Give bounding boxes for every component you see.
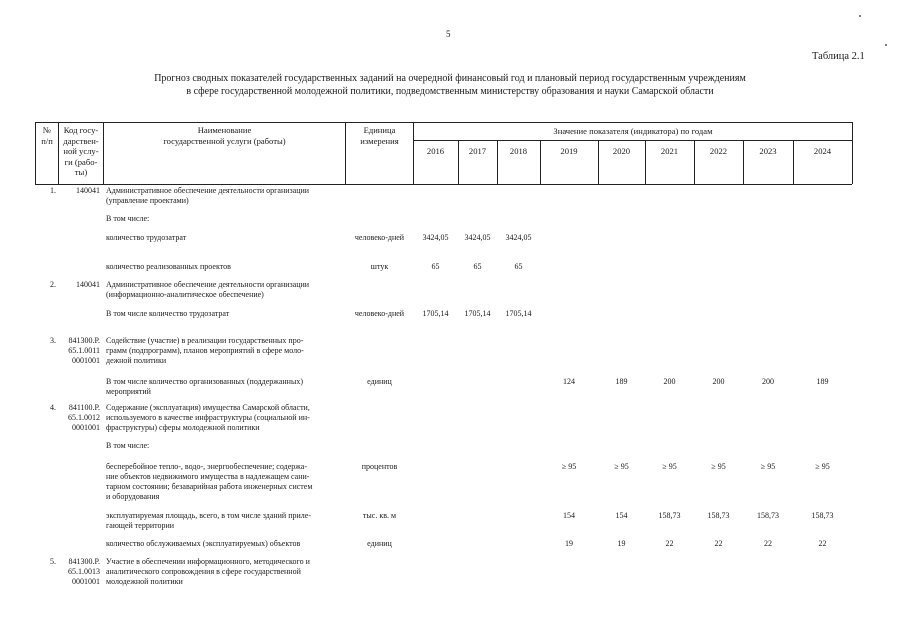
row-number: 1. xyxy=(50,186,56,195)
year-header-2024: 2024 xyxy=(813,146,832,156)
table-top-border xyxy=(35,122,852,123)
row-value-2019: 124 xyxy=(563,377,575,386)
row-number: 5. xyxy=(50,557,56,566)
row-name: Административное обеспечение деятельности организации (управление проектами) xyxy=(106,186,312,205)
year-header-2016: 2016 xyxy=(426,146,445,156)
year-header-2022: 2022 xyxy=(709,146,728,156)
row-value-2020: 154 xyxy=(615,511,628,520)
table-number: Таблица 2.1 xyxy=(812,51,865,62)
row-value-2020: 19 xyxy=(617,539,626,548)
row-name: В том числе количество трудозатрат xyxy=(106,309,230,318)
row-value-2022: ≥ 95 xyxy=(711,462,726,471)
header-unit: Единица измерения xyxy=(360,125,399,146)
row-value-2022: 22 xyxy=(714,539,723,548)
row-value-2024: 189 xyxy=(816,377,829,386)
row-code: 841300.Р. 65.1.0011 0001001 xyxy=(68,336,100,365)
row-value-2021: 22 xyxy=(665,539,674,548)
row-code: 841100.Р. 65.1.0012 0001001 xyxy=(68,403,100,432)
title-line-2: в сфере государственной молодежной политики, подведомственным министерству образования и науки Самарской области xyxy=(186,86,714,97)
year-header-2020: 2020 xyxy=(612,146,631,156)
row-value-2017: 65 xyxy=(473,262,482,271)
row-value-2021: 158,73 xyxy=(658,511,681,520)
row-unit: единиц xyxy=(367,539,392,548)
row-name: В том числе: xyxy=(106,441,150,450)
year-header-2021: 2021 xyxy=(660,146,679,156)
title-line-1: Прогноз сводных показателей государственных заданий на очередной финансовый год и плановый период государственным учреждениям xyxy=(154,73,746,84)
row-unit: человеко-дней xyxy=(354,233,405,242)
row-name: В том числе количество организованных (поддержанных) мероприятий xyxy=(106,377,303,396)
row-unit: человеко-дней xyxy=(354,309,405,318)
row-code: 140041 xyxy=(76,280,100,289)
year-header-2019: 2019 xyxy=(560,146,578,156)
document-title xyxy=(110,72,790,98)
header-bottom-border xyxy=(35,184,852,185)
row-unit: единиц xyxy=(367,377,392,386)
row-value-2024: 22 xyxy=(818,539,827,548)
row-name: Участие в обеспечении информационного, методического и аналитического сопровождения в сфере государственной молодежной политики xyxy=(106,557,310,586)
row-name: Административное обеспечение деятельности организации (информационно-аналитическое обеспечение) xyxy=(106,280,312,299)
row-code: 841300.Р. 65.1.0013 0001001 xyxy=(68,557,100,586)
row-value-2020: 189 xyxy=(615,377,628,386)
row-value-2019: ≥ 95 xyxy=(561,462,577,471)
row-value-2021: 200 xyxy=(663,377,676,386)
scan-dot xyxy=(859,15,861,17)
row-number: 3. xyxy=(50,336,56,345)
row-value-2022: 158,73 xyxy=(707,511,730,520)
row-value-2019: 154 xyxy=(563,511,575,520)
row-value-2024: ≥ 95 xyxy=(815,462,830,471)
row-value-2022: 200 xyxy=(712,377,725,386)
header-values: Значение показателя (индикатора) по годам xyxy=(553,126,713,136)
page-number: 5 xyxy=(446,29,451,39)
row-unit: штук xyxy=(370,262,389,271)
years-header-divider xyxy=(413,140,852,141)
row-value-2023: 158,73 xyxy=(757,511,779,520)
header-num: № п/п xyxy=(41,125,53,146)
row-value-2016: 65 xyxy=(431,262,440,271)
row-number: 2. xyxy=(50,280,56,289)
row-name: количество трудозатрат xyxy=(106,233,187,242)
row-value-2016: 3424,05 xyxy=(422,233,449,242)
row-value-2018: 3424,05 xyxy=(505,233,532,242)
row-name: количество обслуживаемых (эксплуатируемых) объектов xyxy=(106,539,301,548)
row-value-2023: 200 xyxy=(762,377,774,386)
header-name: Наименование государственной услуги (работы) xyxy=(163,125,286,146)
header-code: Код госу- дарствен- ной услу- ги (рабо- ты) xyxy=(63,125,99,177)
row-value-2023: ≥ 95 xyxy=(760,462,776,471)
row-name: эксплуатируемая площадь, всего, в том числе зданий приле- гающей территории xyxy=(106,511,311,530)
row-unit: тыс. кв. м xyxy=(362,511,397,520)
row-value-2020: ≥ 95 xyxy=(614,462,629,471)
year-header-2023: 2023 xyxy=(759,146,777,156)
row-value-2016: 1705,14 xyxy=(422,309,449,318)
row-value-2018: 65 xyxy=(514,262,523,271)
row-value-2017: 1705,14 xyxy=(464,309,491,318)
row-value-2018: 1705,14 xyxy=(505,309,532,318)
row-value-2024: 158,73 xyxy=(811,511,834,520)
row-number: 4. xyxy=(50,403,56,412)
row-value-2023: 22 xyxy=(764,539,772,548)
row-name: Содержание (эксплуатация) имущества Самарской области, используемого в качестве инфраструктуры (социальной ин- фраструктуры) сферы молодежной политики xyxy=(106,403,310,432)
row-value-2021: ≥ 95 xyxy=(662,462,677,471)
row-unit: процентов xyxy=(361,462,398,471)
row-code: 140041 xyxy=(76,186,100,195)
year-header-2018: 2018 xyxy=(509,146,528,156)
row-name: бесперебойное тепло-, водо-, энергообеспечение; содержа- ние объектов недвижимого имущества в надлежащем сани- тарном состоянии; безаварийная работа инженерных систем и оборудования xyxy=(106,462,313,501)
row-value-2019: 19 xyxy=(565,539,573,548)
year-header-2017: 2017 xyxy=(468,146,487,156)
table-right-border xyxy=(852,122,853,184)
row-name: В том числе: xyxy=(106,214,150,223)
row-value-2017: 3424,05 xyxy=(464,233,491,242)
row-name: количество реализованных проектов xyxy=(106,262,231,271)
row-name: Содействие (участие) в реализации государственных про- грамм (подпрограмм), планов мероприятий в сфере моло- дежной политики xyxy=(106,336,304,365)
scan-dot xyxy=(885,44,887,46)
